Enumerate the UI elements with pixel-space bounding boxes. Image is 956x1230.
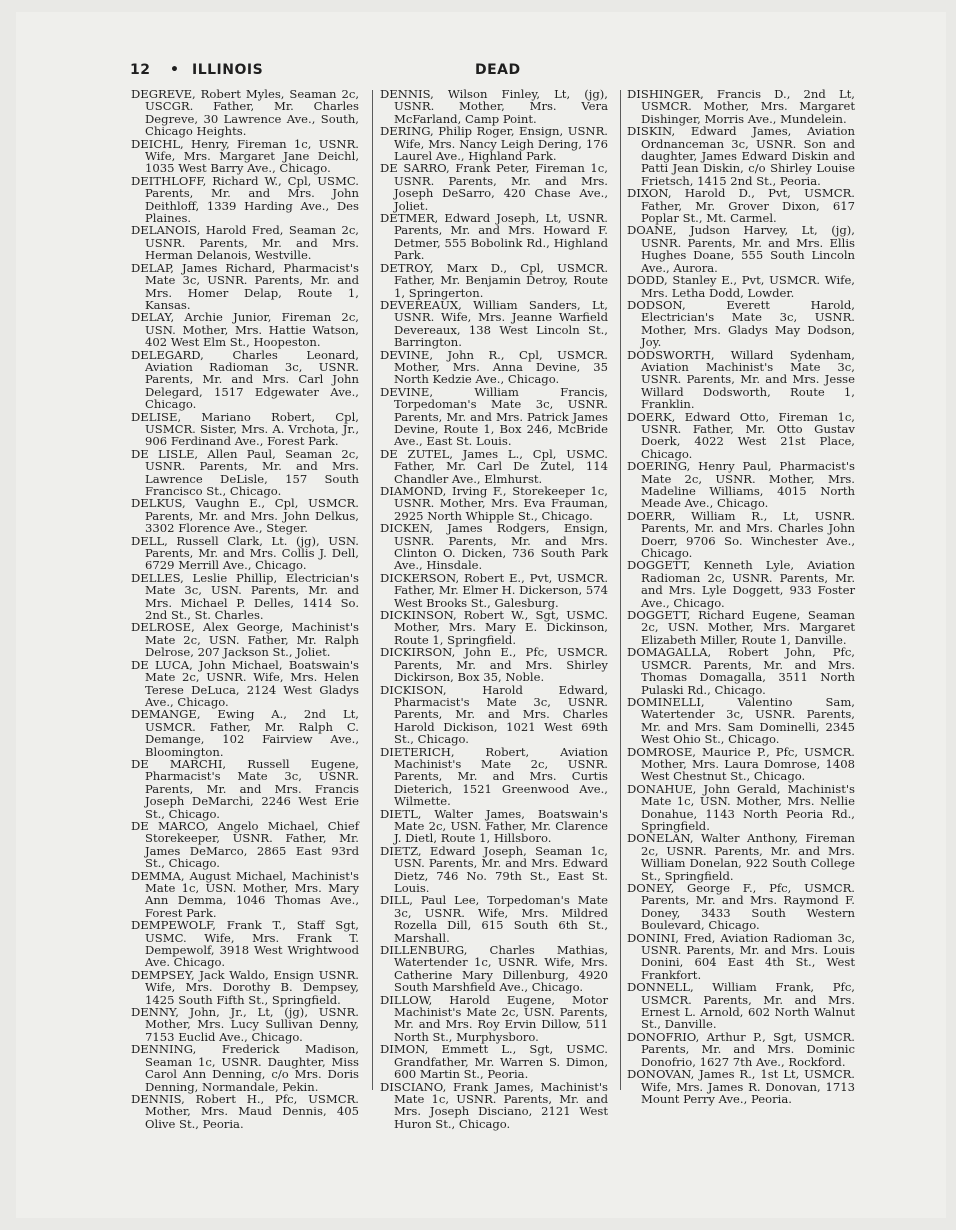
casualty-entry: DETMER, Edward Joseph, Lt, USNR. Parents, Mr. and Mrs. Howard F. Detmer, 555 Bobolink Rd., Highland Park. [380,211,608,263]
casualty-entry: DELLES, Leslie Phillip, Electrician's Mate 3c, USN. Parents, Mr. and Mrs. Michael P. Delles, 1414 So. 2nd St., St. Charles. [131,570,359,623]
casualty-entry: DETROY, Marx D., Cpl, USMCR. Father, Mr. Benjamin Detroy, Route 1, Springerton. [380,260,608,300]
casualty-entry: DODD, Stanley E., Pvt, USMCR. Wife, Mrs. Letha Dodd, Lowder. [627,273,855,300]
casualty-entry: DIMON, Emmett L., Sgt, USMC. Grandfather, Mr. Warren S. Dimon, 600 Martin St., Peoria. [380,1042,608,1082]
casualty-entry: DELAY, Archie Junior, Fireman 2c, USN. Mother, Mrs. Hattie Watson, 402 West Elm St., Hoopeston. [131,310,359,350]
casualty-entry: DOMROSE, Maurice P., Pfc, USMCR. Mother, Mrs. Laura Domrose, 1408 West Chestnut St., Chicago. [627,744,855,784]
casualty-entry: DONAHUE, John Gerald, Machinist's Mate 1c, USN. Mother, Mrs. Nellie Donahue, 1143 North Peoria Rd., Springfield. [627,781,855,833]
casualty-entry: DICKEN, James Rodgers, Ensign, USNR. Parents, Mr. and Mrs. Clinton O. Dicken, 736 South Park Ave., Hinsdale. [380,521,608,573]
casualty-entry: DODSON, Everett Harold, Electrician's Mate 3c, USNR. Mother, Mrs. Gladys May Dodson, Joy. [627,297,855,350]
casualty-entry: DEGREVE, Robert Myles, Seaman 2c, USCGR. Father, Mr. Charles Degreve, 30 Lawrence Ave., South, Chicago Heights. [131,87,359,139]
casualty-entry: DE MARCHI, Russell Eugene, Pharmacist's Mate 3c, USNR. Parents, Mr. and Mrs. Francis Joseph DeMarchi, 2246 West Erie St., Chicago. [131,756,359,821]
casualty-entry: DOGGETT, Kenneth Lyle, Aviation Radioman 2c, USNR. Parents, Mr. and Mrs. Lyle Doggett, 933 Foster Ave., Chicago. [627,558,855,610]
casualty-entry: DISCIANO, Frank James, Machinist's Mate 1c, USNR. Parents, Mr. and Mrs. Joseph Disciano, 2121 West Huron St., Chicago. [380,1079,608,1131]
casualty-entry: DELISE, Mariano Robert, Cpl, USMCR. Sister, Mrs. A. Vrchota, Jr., 906 Ferdinand Ave., Forest Park. [131,409,359,449]
casualty-entry: DONEY, George F., Pfc, USMCR. Parents, Mr. and Mrs. Raymond F. Doney, 3433 South Western Boulevard, Chicago. [627,881,855,933]
section-title: DEAD [475,62,521,78]
casualty-entry: DEVINE, John R., Cpl, USMCR. Mother, Mrs. Anna Devine, 35 North Kedzie Ave., Chicago. [380,347,608,387]
column-divider [620,90,621,1090]
casualty-entry: DILLOW, Harold Eugene, Motor Machinist's Mate 2c, USN. Parents, Mr. and Mrs. Roy Ervin Dillow, 511 North St., Murphysboro. [380,992,608,1044]
casualty-entry: DEMANGE, Ewing A., 2nd Lt, USMCR. Father, Mr. Ralph C. Demange, 102 Fairview Ave., Bloomington. [131,707,359,759]
casualty-entry: DEVEREAUX, William Sanders, Lt, USNR. Wife, Mrs. Jeanne Warfield Devereaux, 138 West Lincoln St., Barrington. [380,297,608,350]
casualty-entry: DOERING, Henry Paul, Pharmacist's Mate 2c, USNR. Mother, Mrs. Madeline Williams, 4015 North Meade Ave., Chicago. [627,459,855,511]
casualty-entry: DIETERICH, Robert, Aviation Machinist's Mate 2c, USNR. Parents, Mr. and Mrs. Curtis Dieterich, 1521 Greenwood Ave., Wilmette. [380,744,608,809]
casualty-entry: DIETZ, Edward Joseph, Seaman 1c, USN. Parents, Mr. and Mrs. Edward Dietz, 746 No. 79th St., East St. Louis. [380,843,608,895]
casualty-entry: DELAP, James Richard, Pharmacist's Mate 3c, USNR. Parents, Mr. and Mrs. Homer Delap, Route 1, Kansas. [131,260,359,312]
header-bullet: • [170,62,180,78]
casualty-entry: DISHINGER, Francis D., 2nd Lt, USMCR. Mother, Mrs. Margaret Dishinger, Morris Ave., Mundelein. [627,87,855,126]
casualty-entry: DE SARRO, Frank Peter, Fireman 1c, USNR. Parents, Mr. and Mrs. Joseph DeSarro, 420 Chase Ave., Joliet. [380,161,608,213]
casualty-entry: DIXON, Harold D., Pvt, USMCR. Father, Mr. Grover Dixon, 617 Poplar St., Mt. Carmel. [627,186,855,226]
casualty-entry: DELL, Russell Clark, Lt. (jg), USN. Parents, Mr. and Mrs. Collis J. Dell, 6729 Merrill Ave., Chicago. [131,533,359,573]
state-name: ILLINOIS [192,62,264,78]
casualty-entry: DIETL, Walter James, Boatswain's Mate 2c, USN. Father, Mr. Clarence J. Dietl, Route 1, Hillsboro. [380,806,608,846]
casualty-entry: DICKISON, Harold Edward, Pharmacist's Mate 3c, USNR. Parents, Mr. and Mrs. Charles Harold Dickison, 1021 West 69th St., Chicago. [380,682,608,747]
casualty-entry: DEMPEWOLF, Frank T., Staff Sgt, USMC. Wife, Mrs. Frank T. Dempewolf, 3918 West Wrightwood Ave. Chicago. [131,918,359,970]
page-header [130,62,860,82]
casualty-entry: DONNELL, William Frank, Pfc, USMCR. Parents, Mr. and Mrs. Ernest L. Arnold, 602 North Walnut St., Danville. [627,980,855,1032]
casualty-entry: DOERK, Edward Otto, Fireman 1c, USNR. Father, Mr. Otto Gustav Doerk, 4022 West 21st Place, Chicago. [627,409,855,461]
casualty-entry: DONOFRIO, Arthur P., Sgt, USMCR. Parents, Mr. and Mrs. Dominic Donofrio, 1627 7th Ave., Rockford. [627,1029,855,1069]
casualty-entry: DENNING, Frederick Madison, Seaman 1c, USNR. Daughter, Miss Carol Ann Denning, c/o Mrs. Doris Denning, Normandale, Pekin. [131,1042,359,1094]
casualty-entry: DILLENBURG, Charles Mathias, Watertender 1c, USNR. Wife, Mrs. Catherine Mary Dillenburg, 4920 South Marshfield Ave., Chicago. [380,943,608,995]
casualty-entry: DOMINELLI, Valentino Sam, Watertender 3c, USNR. Parents, Mr. and Mrs. Sam Dominelli, 2345 West Ohio St., Chicago. [627,694,855,747]
casualty-entry: DE LUCA, John Michael, Boatswain's Mate 2c, USNR. Wife, Mrs. Helen Terese DeLuca, 2124 West Gladys Ave., Chicago. [131,657,359,709]
page-number: 12 [130,62,151,78]
casualty-entry: DONOVAN, James R., 1st Lt, USMCR. Wife, Mrs. James R. Donovan, 1713 Mount Perry Ave., Peoria. [627,1067,855,1106]
casualty-entry: DISKIN, Edward James, Aviation Ordnanceman 3c, USNR. Son and daughter, James Edward Diskin and Patti Jean Diskin, c/o Shirley Louise Frietsch, 1415 2nd St., Peoria. [627,124,855,188]
casualty-entry: DELROSE, Alex George, Machinist's Mate 2c, USN. Father, Mr. Ralph Delrose, 207 Jackson St., Joliet. [131,620,359,660]
casualty-entry: DERING, Philip Roger, Ensign, USNR. Wife, Mrs. Nancy Leigh Dering, 176 Laurel Ave., Highland Park. [380,124,608,164]
casualty-entry: DICKIRSON, John E., Pfc, USMCR. Parents, Mr. and Mrs. Shirley Dickirson, Box 35, Noble. [380,645,608,685]
casualty-entry: DODSWORTH, Willard Sydenham, Aviation Machinist's Mate 3c, USNR. Parents, Mr. and Mrs. Jesse Willard Dodsworth, Route 1, Franklin. [627,347,855,412]
casualty-entry: DEMMA, August Michael, Machinist's Mate 1c, USN. Mother, Mrs. Mary Ann Demma, 1046 Thomas Ave., Forest Park. [131,868,359,920]
casualty-entry: DEICHL, Henry, Fireman 1c, USNR. Wife, Mrs. Margaret Jane Deichl, 1035 West Barry Ave., Chicago. [131,136,359,176]
casualty-entry: DEVINE, William Francis, Torpedoman's Mate 3c, USNR. Parents, Mr. and Mrs. Patrick James Devine, Route 1, Box 246, McBride Ave., East St. Louis. [380,384,608,449]
casualty-entry: DILL, Paul Lee, Torpedoman's Mate 3c, USNR. Wife, Mrs. Mildred Rozella Dill, 615 South 6th St., Marshall. [380,893,608,945]
column-2 [380,88,608,1130]
casualty-entry: DEITHLOFF, Richard W., Cpl, USMC. Parents, Mr. and Mrs. John Deithloff, 1339 Harding Ave., Des Plaines. [131,173,359,226]
column-1 [131,88,359,1130]
casualty-entry: DICKINSON, Robert W., Sgt, USMC. Mother, Mrs. Mary E. Dickinson, Route 1, Springfield. [380,608,608,647]
casualty-entry: DOERR, William R., Lt, USNR. Parents, Mr. and Mrs. Charles John Doerr, 9706 So. Winchester Ave., Chicago. [627,508,855,561]
casualty-entry: DONINI, Fred, Aviation Radioman 3c, USNR. Parents, Mr. and Mrs. Louis Donini, 604 East 4th St., West Frankfort. [627,930,855,982]
casualty-entry: DE MARCO, Angelo Michael, Chief Storekeeper, USNR. Father, Mr. James DeMarco, 2865 East 93rd St., Chicago. [131,818,359,871]
column-divider [372,90,373,1090]
casualty-entry: DE LISLE, Allen Paul, Seaman 2c, USNR. Parents, Mr. and Mrs. Lawrence DeLisle, 157 South Francisco St., Chicago. [131,446,359,498]
casualty-entry: DOMAGALLA, Robert John, Pfc, USMCR. Parents, Mr. and Mrs. Thomas Domagalla, 3511 North Pulaski Rd., Chicago. [627,645,855,697]
column-3 [627,88,855,1105]
casualty-entry: DICKERSON, Robert E., Pvt, USMCR. Father, Mr. Elmer H. Dickerson, 574 West Brooks St., Galesburg. [380,570,608,610]
casualty-entry: DEMPSEY, Jack Waldo, Ensign USNR. Wife, Mrs. Dorothy B. Dempsey, 1425 South Fifth St., Springfield. [131,967,359,1007]
casualty-entry: DELANOIS, Harold Fred, Seaman 2c, USNR. Parents, Mr. and Mrs. Herman Delanois, Westville. [131,223,359,263]
casualty-entry: DELEGARD, Charles Leonard, Aviation Radioman 3c, USNR. Parents, Mr. and Mrs. Carl John Delegard, 1517 Edgewater Ave., Chicago. [131,347,359,412]
casualty-entry: DOGGETT, Richard Eugene, Seaman 2c, USN. Mother, Mrs. Margaret Elizabeth Miller, Route 1, Danville. [627,608,855,647]
casualty-entry: DONELAN, Walter Anthony, Fireman 2c, USNR. Parents, Mr. and Mrs. William Donelan, 922 South College St., Springfield. [627,831,855,883]
casualty-entry: DENNIS, Robert H., Pfc, USMCR. Mother, Mrs. Maud Dennis, 405 Olive St., Peoria. [131,1091,359,1131]
casualty-entry: DIAMOND, Irving F., Storekeeper 1c, USNR. Mother, Mrs. Eva Frauman, 2925 North Whipple St., Chicago. [380,484,608,523]
casualty-entry: DE ZUTEL, James L., Cpl, USMC. Father, Mr. Carl De Zutel, 114 Chandler Ave., Elmhurst. [380,446,608,486]
casualty-entry: DENNIS, Wilson Finley, Lt, (jg), USNR. Mother, Mrs. Vera McFarland, Camp Point. [380,87,608,126]
casualty-entry: DENNY, John, Jr., Lt, (jg), USNR. Mother, Mrs. Lucy Sullivan Denny, 7153 Euclid Ave., Chicago. [131,1005,359,1044]
casualty-entry: DELKUS, Vaughn E., Cpl, USMCR. Parents, Mr. and Mrs. John Delkus, 3302 Florence Ave., Steger. [131,496,359,536]
casualty-entry: DOANE, Judson Harvey, Lt, (jg), USNR. Parents, Mr. and Mrs. Ellis Hughes Doane, 555 South Lincoln Ave., Aurora. [627,223,855,275]
